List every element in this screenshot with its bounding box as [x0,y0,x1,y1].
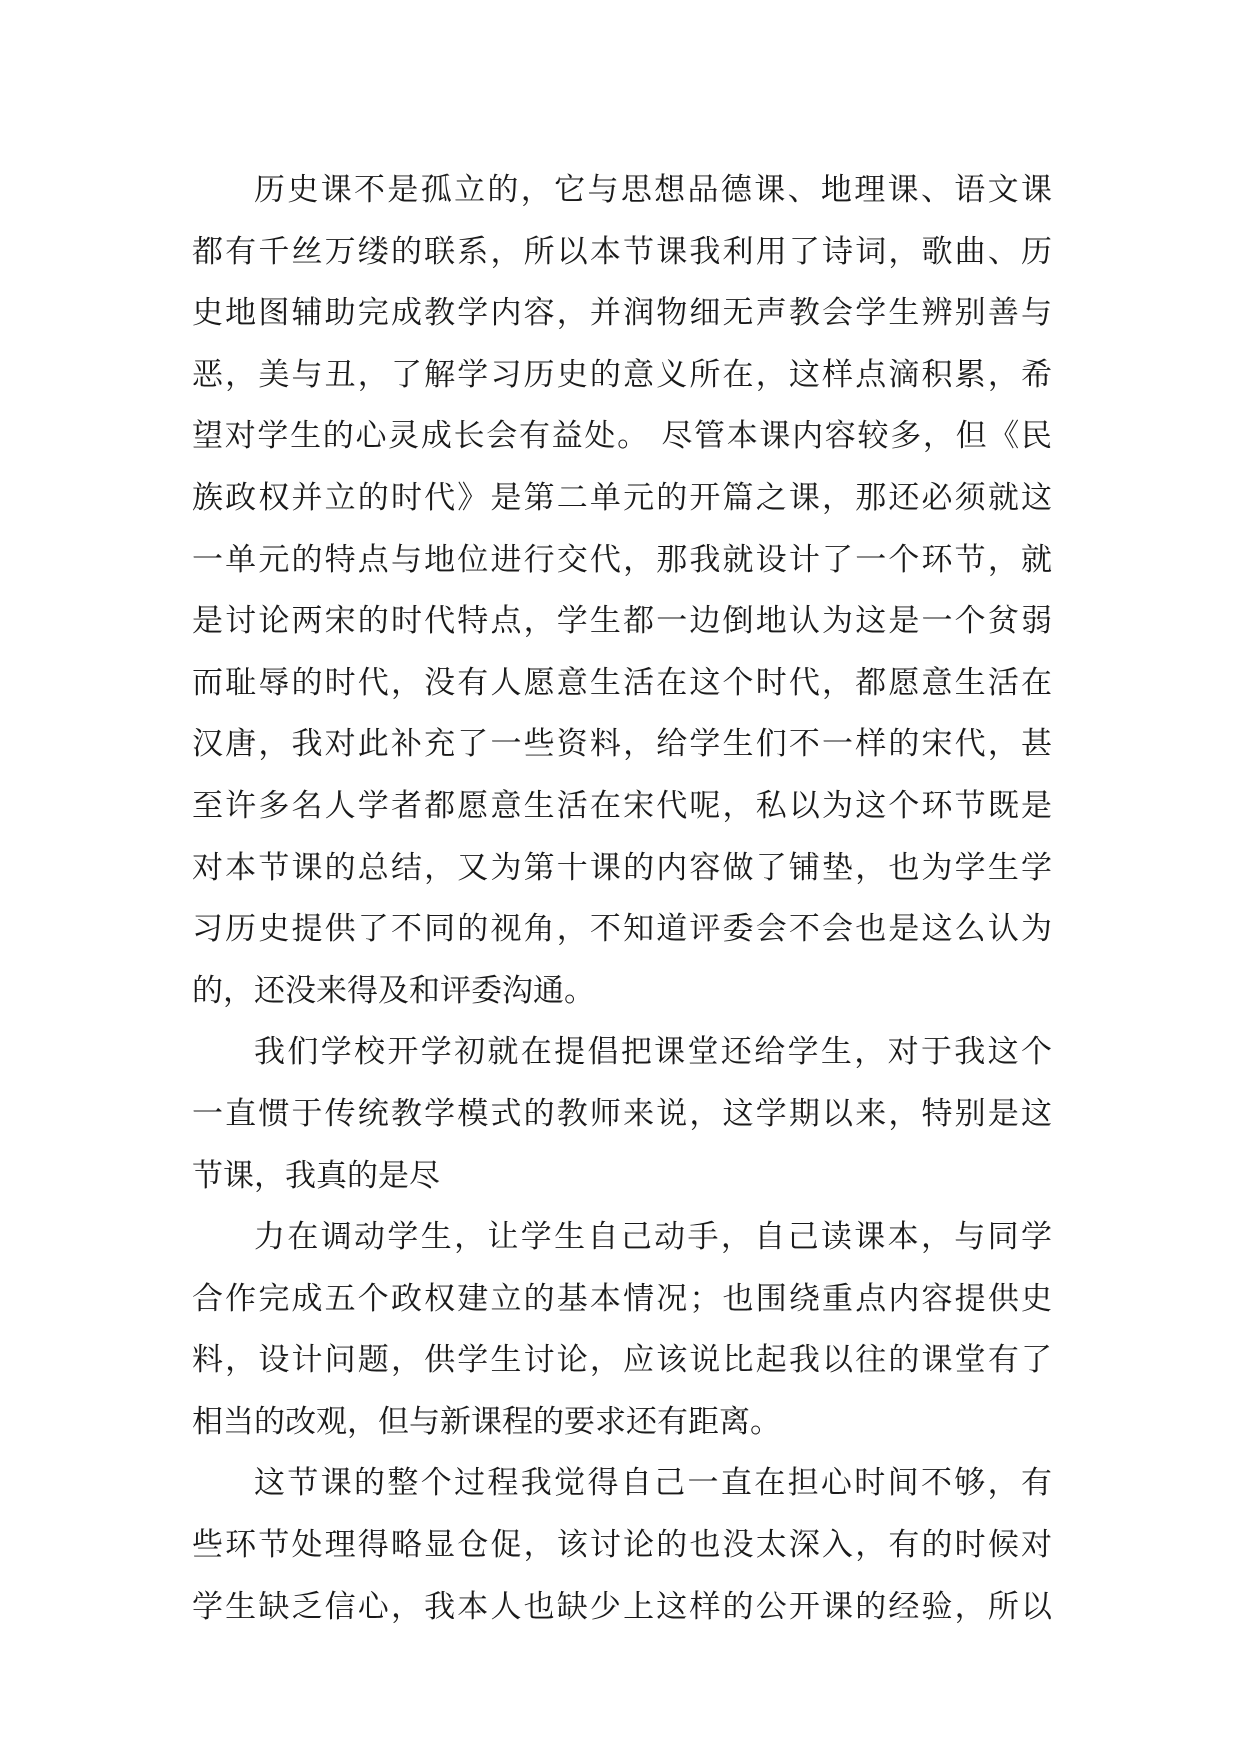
text-line: 是讨论两宋的时代特点，学生都一边倒地认为这是一个贫弱 [192,603,1052,640]
text-line: 力在调动学生，让学生自己动手，自己读课本，与同学 [254,1219,1052,1256]
text-line: 的，还没来得及和评委沟通。 [192,972,595,1009]
text-line: 学生缺乏信心，我本人也缺少上这样的公开课的经验，所以 [192,1588,1052,1625]
text-line: 我们学校开学初就在提倡把课堂还给学生，对于我这个 [254,1034,1052,1071]
text-line: 至许多名人学者都愿意生活在宋代呢，私以为这个环节既是 [192,787,1052,824]
text-line: 习历史提供了不同的视角，不知道评委会不会也是这么认为 [192,911,1052,948]
text-line: 料，设计问题，供学生讨论，应该说比起我以往的课堂有了 [192,1342,1052,1379]
text-line: 族政权并立的时代》是第二单元的开篇之课，那还必须就这 [192,479,1052,516]
text-line: 都有千丝万缕的联系，所以本节课我利用了诗词，歌曲、历 [192,233,1052,270]
text-line: 相当的改观，但与新课程的要求还有距离。 [192,1403,781,1440]
text-line: 汉唐，我对此补充了一些资料，给学生们不一样的宋代，甚 [192,726,1052,763]
text-line: 些环节处理得略显仓促，该讨论的也没太深入，有的时候对 [192,1527,1052,1564]
text-line: 对本节课的总结，又为第十课的内容做了铺垫，也为学生学 [192,849,1052,886]
text-line: 望对学生的心灵成长会有益处。 尽管本课内容较多，但《民 [192,418,1052,455]
text-line: 史地图辅助完成教学内容，并润物细无声教会学生辨别善与 [192,295,1052,332]
text-line: 历史课不是孤立的，它与思想品德课、地理课、语文课 [254,172,1052,208]
body-text [192,160,1052,1638]
text-line: 这节课的整个过程我觉得自己一直在担心时间不够，有 [254,1465,1052,1502]
text-line: 而耻辱的时代，没有人愿意生活在这个时代，都愿意生活在 [192,664,1052,701]
text-line: 恶，美与丑，了解学习历史的意义所在，这样点滴积累，希 [192,356,1052,393]
text-line: 一单元的特点与地位进行交代，那我就设计了一个环节，就 [192,541,1052,578]
text-line: 一直惯于传统教学模式的教师来说，这学期以来，特别是这 [192,1095,1052,1132]
text-line: 合作完成五个政权建立的基本情况；也围绕重点内容提供史 [192,1280,1052,1317]
text-line: 节课，我真的是尽 [192,1157,440,1194]
